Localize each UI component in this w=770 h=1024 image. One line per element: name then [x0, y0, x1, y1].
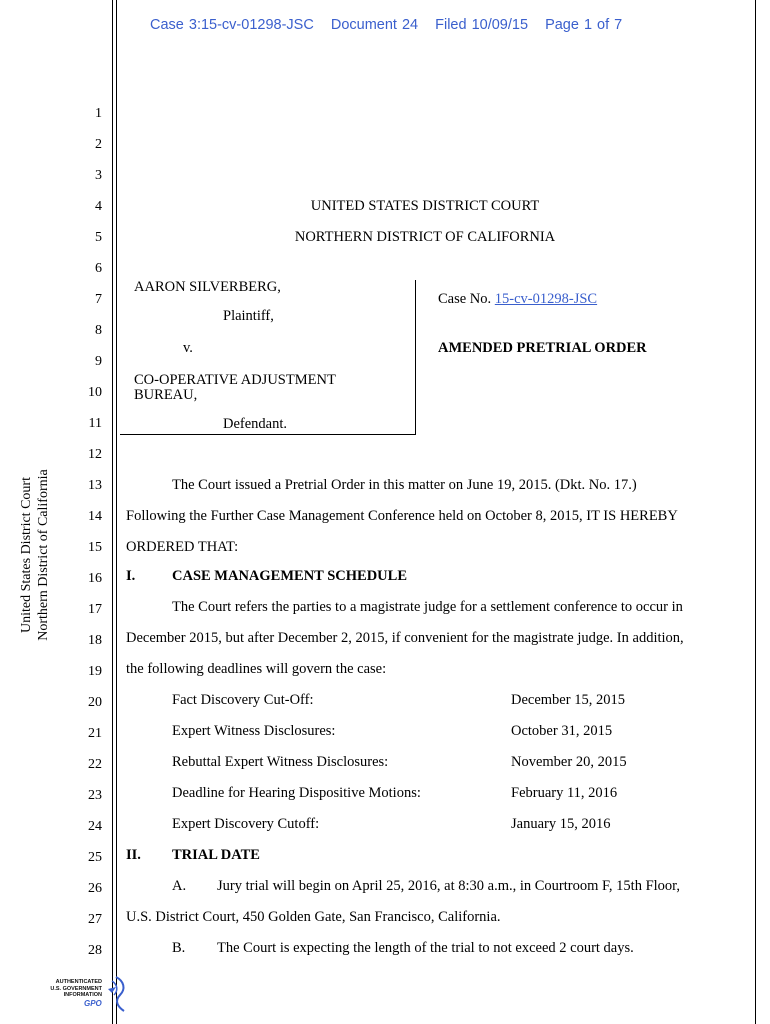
line-number: 8 [95, 323, 102, 338]
gpo-authentication-seal [40, 975, 130, 1017]
document-header [150, 17, 634, 33]
court-district: NORTHERN DISTRICT OF CALIFORNIA [294, 229, 556, 245]
section-1-heading: CASE MANAGEMENT SCHEDULE [172, 568, 407, 584]
line-number: 12 [88, 447, 102, 462]
paragraph-2-line-1: The Court refers the parties to a magistrate judge for a settlement conference to occur in [172, 599, 683, 615]
line-number: 4 [95, 199, 102, 214]
line-number: 10 [88, 385, 102, 400]
header-page-number: Page 1 of 7 [545, 17, 623, 33]
item-a-line-2: U.S. District Court, 450 Golden Gate, San Francisco, California. [126, 909, 501, 925]
margin-rule-left-2 [116, 0, 117, 1024]
line-number: 20 [88, 695, 102, 710]
item-b-line-1: The Court is expecting the length of the trial to not exceed 2 court days. [217, 940, 634, 956]
line-number: 11 [88, 416, 102, 431]
item-b-label: B. [172, 940, 186, 956]
header-document-number: Document 24 [330, 17, 419, 33]
court-name: UNITED STATES DISTRICT COURT [310, 198, 540, 214]
paragraph-2-line-3: the following deadlines will govern the case: [126, 661, 387, 677]
court-side-label [18, 430, 58, 680]
defendant-name-line-2: BUREAU, [134, 387, 198, 403]
line-number: 17 [88, 602, 102, 617]
paragraph-1-line-1: The Court issued a Pretrial Order in this matter on June 19, 2015. (Dkt. No. 17.) [172, 477, 637, 493]
margin-rule-left-1 [112, 0, 113, 1024]
section-2-number: II. [126, 847, 141, 863]
gpo-eagle-icon [102, 975, 130, 1017]
line-number: 25 [88, 850, 102, 865]
deadline-date: December 15, 2015 [511, 692, 625, 708]
line-number: 14 [88, 509, 102, 524]
paragraph-1-line-3: ORDERED THAT: [126, 539, 239, 555]
header-filed-date: Filed 10/09/15 [435, 17, 529, 33]
gpo-seal-text [40, 979, 102, 999]
line-number: 2 [95, 137, 102, 152]
gpo-seal-line-3: INFORMATION [63, 992, 102, 998]
line-number: 26 [88, 881, 102, 896]
deadline-date: October 31, 2015 [511, 723, 613, 739]
defendant-role: Defendant. [223, 416, 288, 432]
deadline-date: February 11, 2016 [511, 785, 618, 801]
line-number: 6 [95, 261, 102, 276]
line-number: 15 [88, 540, 102, 555]
line-number: 16 [88, 571, 102, 586]
gpo-seal-line-2: U.S. GOVERNMENT [50, 985, 102, 992]
plaintiff-role: Plaintiff, [223, 308, 274, 324]
order-title: AMENDED PRETRIAL ORDER [438, 340, 647, 356]
side-label-line-2: Northern District of California [36, 469, 51, 641]
margin-rule-right [755, 0, 756, 1024]
line-number: 7 [95, 292, 102, 307]
section-1-number: I. [126, 568, 136, 584]
line-number: 18 [88, 633, 102, 648]
deadline-date: January 15, 2016 [511, 816, 611, 832]
versus-label: v. [183, 340, 193, 356]
deadline-label: Fact Discovery Cut-Off: [172, 692, 314, 708]
defendant-name-line-1: CO-OPERATIVE ADJUSTMENT [134, 372, 336, 388]
gpo-seal-mark: GPO [84, 999, 102, 1008]
deadline-label: Rebuttal Expert Witness Disclosures: [172, 754, 389, 770]
deadline-date: November 20, 2015 [511, 754, 627, 770]
deadline-label: Deadline for Hearing Dispositive Motions: [172, 785, 421, 801]
section-2-heading: TRIAL DATE [172, 847, 260, 863]
caption-divider-vertical [415, 280, 416, 435]
case-number-label: Case No. [438, 291, 492, 307]
deadline-label: Expert Discovery Cutoff: [172, 816, 320, 832]
case-number-link[interactable]: 15-cv-01298-JSC [494, 291, 598, 307]
case-number-line [438, 291, 597, 308]
line-number: 9 [95, 354, 102, 369]
deadline-label: Expert Witness Disclosures: [172, 723, 336, 739]
paragraph-2-line-2: December 2015, but after December 2, 2015, if convenient for the magistrate judge. In addition, [126, 630, 684, 646]
plaintiff-name: AARON SILVERBERG, [134, 279, 281, 295]
line-number: 3 [95, 168, 102, 183]
line-number: 24 [88, 819, 102, 834]
line-number: 1 [95, 106, 102, 121]
side-label-line-1: United States District Court [19, 477, 34, 633]
caption-divider-horizontal [120, 434, 416, 435]
line-number: 27 [88, 912, 102, 927]
line-number: 23 [88, 788, 102, 803]
header-case-number: Case 3:15-cv-01298-JSC [150, 17, 314, 33]
line-number: 22 [88, 757, 102, 772]
line-number: 21 [88, 726, 102, 741]
line-number: 5 [95, 230, 102, 245]
item-a-label: A. [172, 878, 187, 894]
item-a-line-1: Jury trial will begin on April 25, 2016, at 8:30 a.m., in Courtroom F, 15th Floor, [217, 878, 681, 894]
line-number: 28 [88, 943, 102, 958]
paragraph-1-line-2: Following the Further Case Management Conference held on October 8, 2015, IT IS HEREBY [126, 508, 678, 524]
line-number: 19 [88, 664, 102, 679]
gpo-seal-line-1: AUTHENTICATED [55, 979, 102, 985]
line-number: 13 [88, 478, 102, 493]
